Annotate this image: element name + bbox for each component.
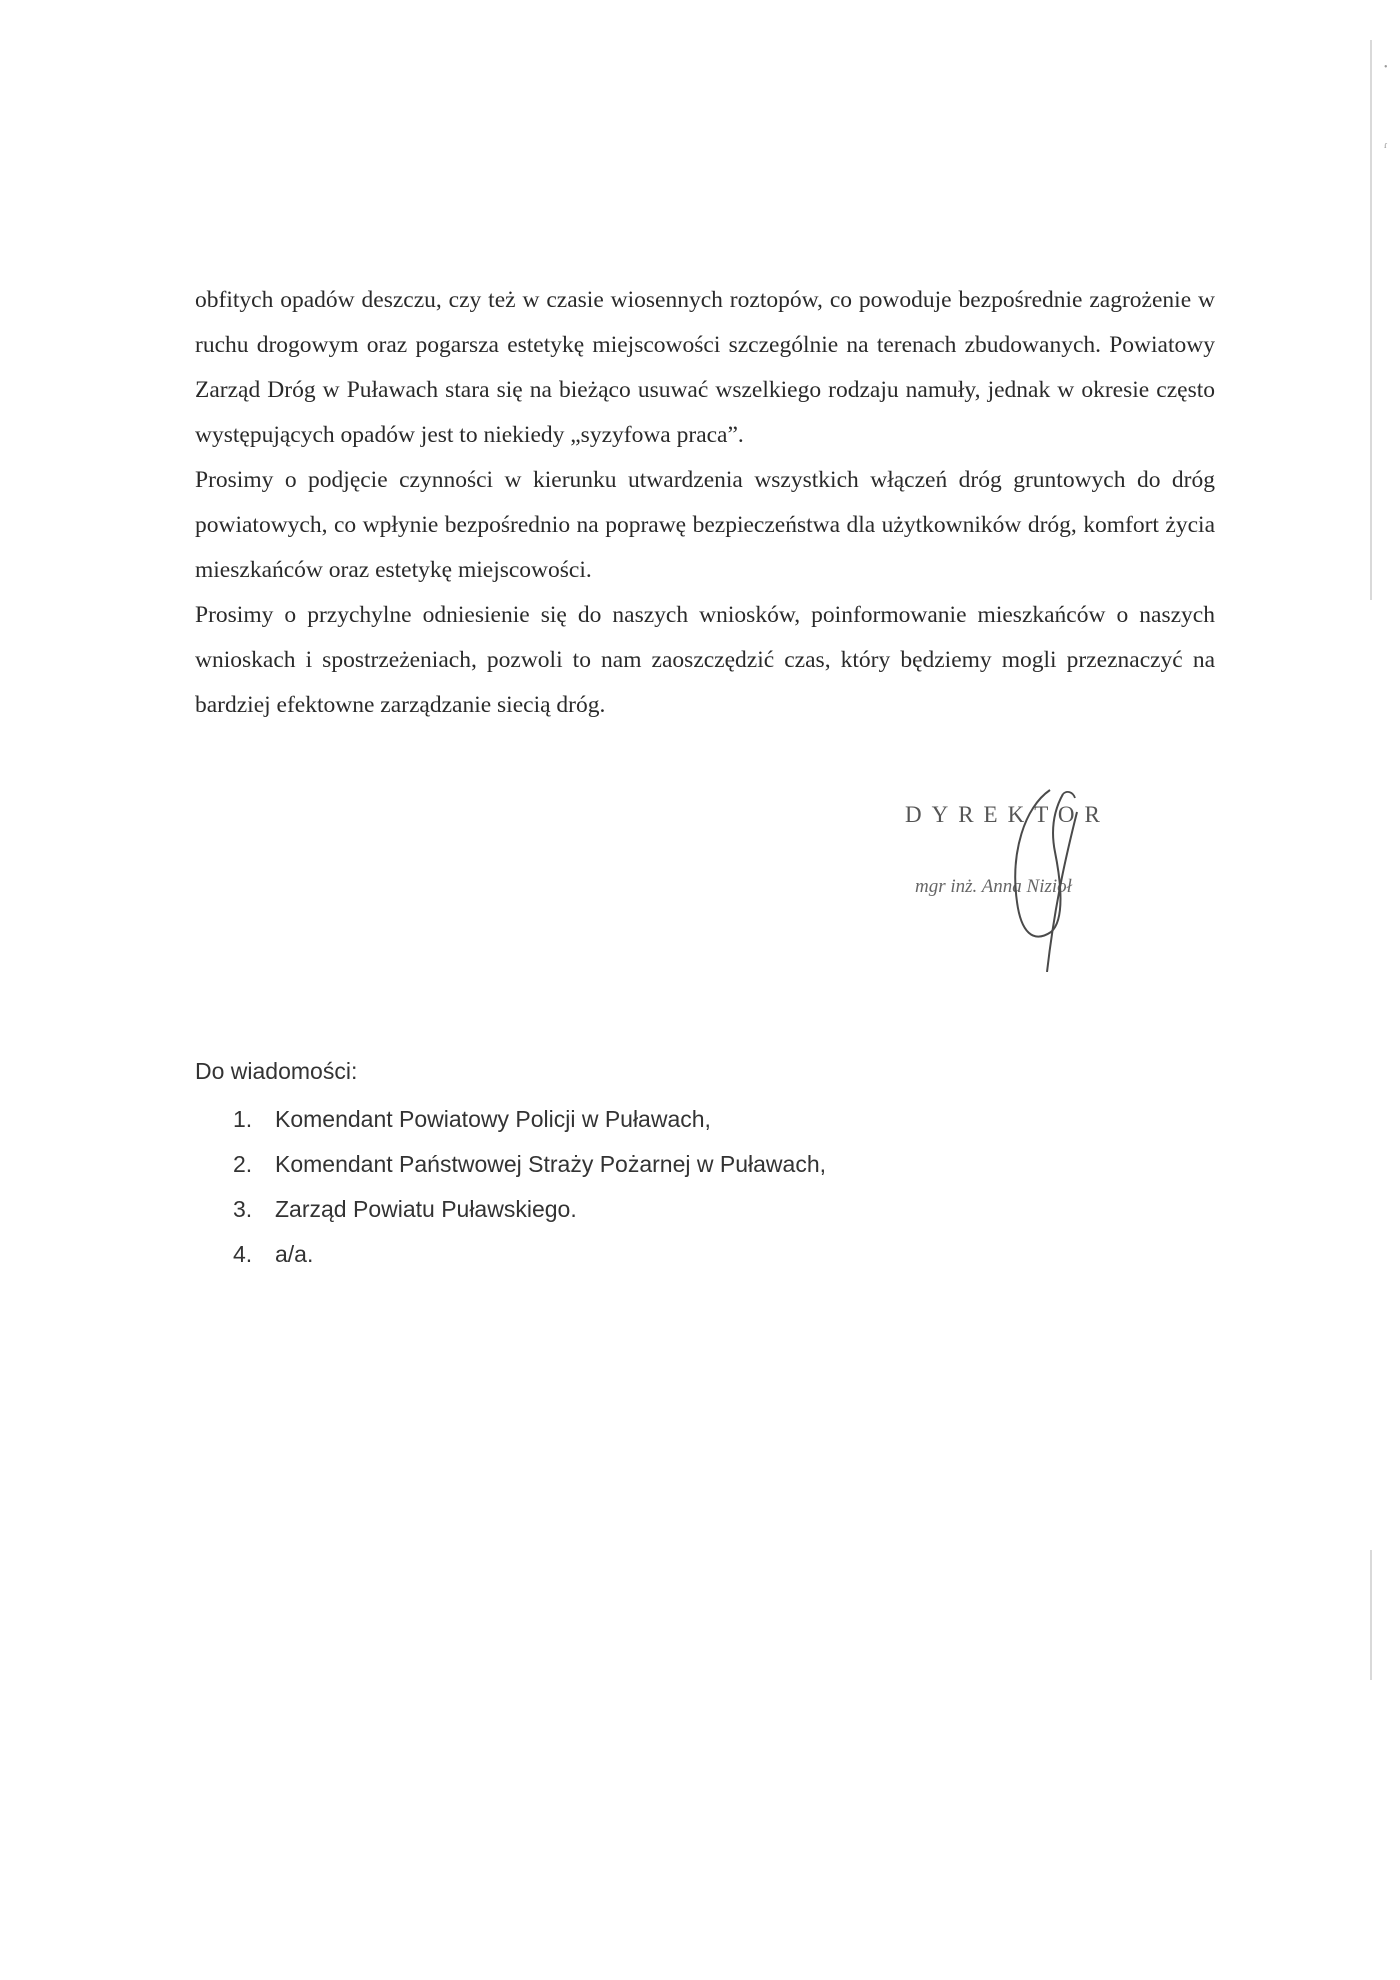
signature-block <box>905 782 1185 972</box>
list-item <box>195 1097 995 1142</box>
list-item-text: Komendant Powiatowy Policji w Puławach, <box>275 1106 711 1132</box>
signature-title: DYREKTOR <box>905 802 1110 827</box>
list-item-text: Zarząd Powiatu Puławskiego. <box>275 1196 577 1222</box>
body-paragraph-2: Prosimy o podjęcie czynności w kierunku utwardzenia wszystkich włączeń dróg gruntowych do dróg powiatowych, co wpłynie bezpośrednio na poprawę bezpieczeństwa dla użytkowników dróg, komfort życia mieszkańców oraz estetykę miejscowości. <box>195 467 1215 583</box>
list-item <box>195 1142 995 1187</box>
distribution-section <box>195 1058 995 1277</box>
page-edge-top <box>1370 40 1372 600</box>
list-item-text: Komendant Państwowej Straży Pożarnej w Puławach, <box>275 1151 827 1177</box>
list-item <box>195 1187 995 1232</box>
list-item-number: 3. <box>233 1196 253 1222</box>
list-item-number: 2. <box>233 1151 253 1177</box>
signature-name: mgr inż. Anna Nizioł <box>915 876 1072 897</box>
scan-tick-mark: ɾ <box>1384 140 1388 151</box>
distribution-heading: Do wiadomości: <box>195 1058 358 1084</box>
handwritten-signature <box>955 782 1115 972</box>
body-paragraph-1: obfitych opadów deszczu, czy też w czasie wiosennych roztopów, co powoduje bezpośrednie zagrożenie w ruchu drogowym oraz pogarsza estetykę miejscowości szczególnie na terenach zbudowanych. Powiatowy Zarząd Dróg w Puławach stara się na bieżąco usuwać wszelkiego rodzaju namuły, jednak w okresie często występujących opadów jest to niekiedy „syzyfowa praca”. <box>195 287 1215 448</box>
list-item-number: 4. <box>233 1241 253 1267</box>
list-item <box>195 1232 995 1277</box>
body-paragraph-3: Prosimy o przychylne odniesienie się do naszych wniosków, poinformowanie mieszkańców o naszych wnioskach i spostrzeżeniach, pozwoli to nam zaoszczędzić czas, który będziemy mogli przeznaczyć na bardziej efektowne zarządzanie siecią dróg. <box>195 602 1215 718</box>
scan-dot-mark: • <box>1384 62 1388 73</box>
list-item-text: a/a. <box>275 1241 314 1267</box>
list-item-number: 1. <box>233 1106 253 1132</box>
letter-body <box>195 278 1215 728</box>
distribution-list <box>195 1097 995 1277</box>
page-edge-bottom <box>1370 1550 1372 1680</box>
